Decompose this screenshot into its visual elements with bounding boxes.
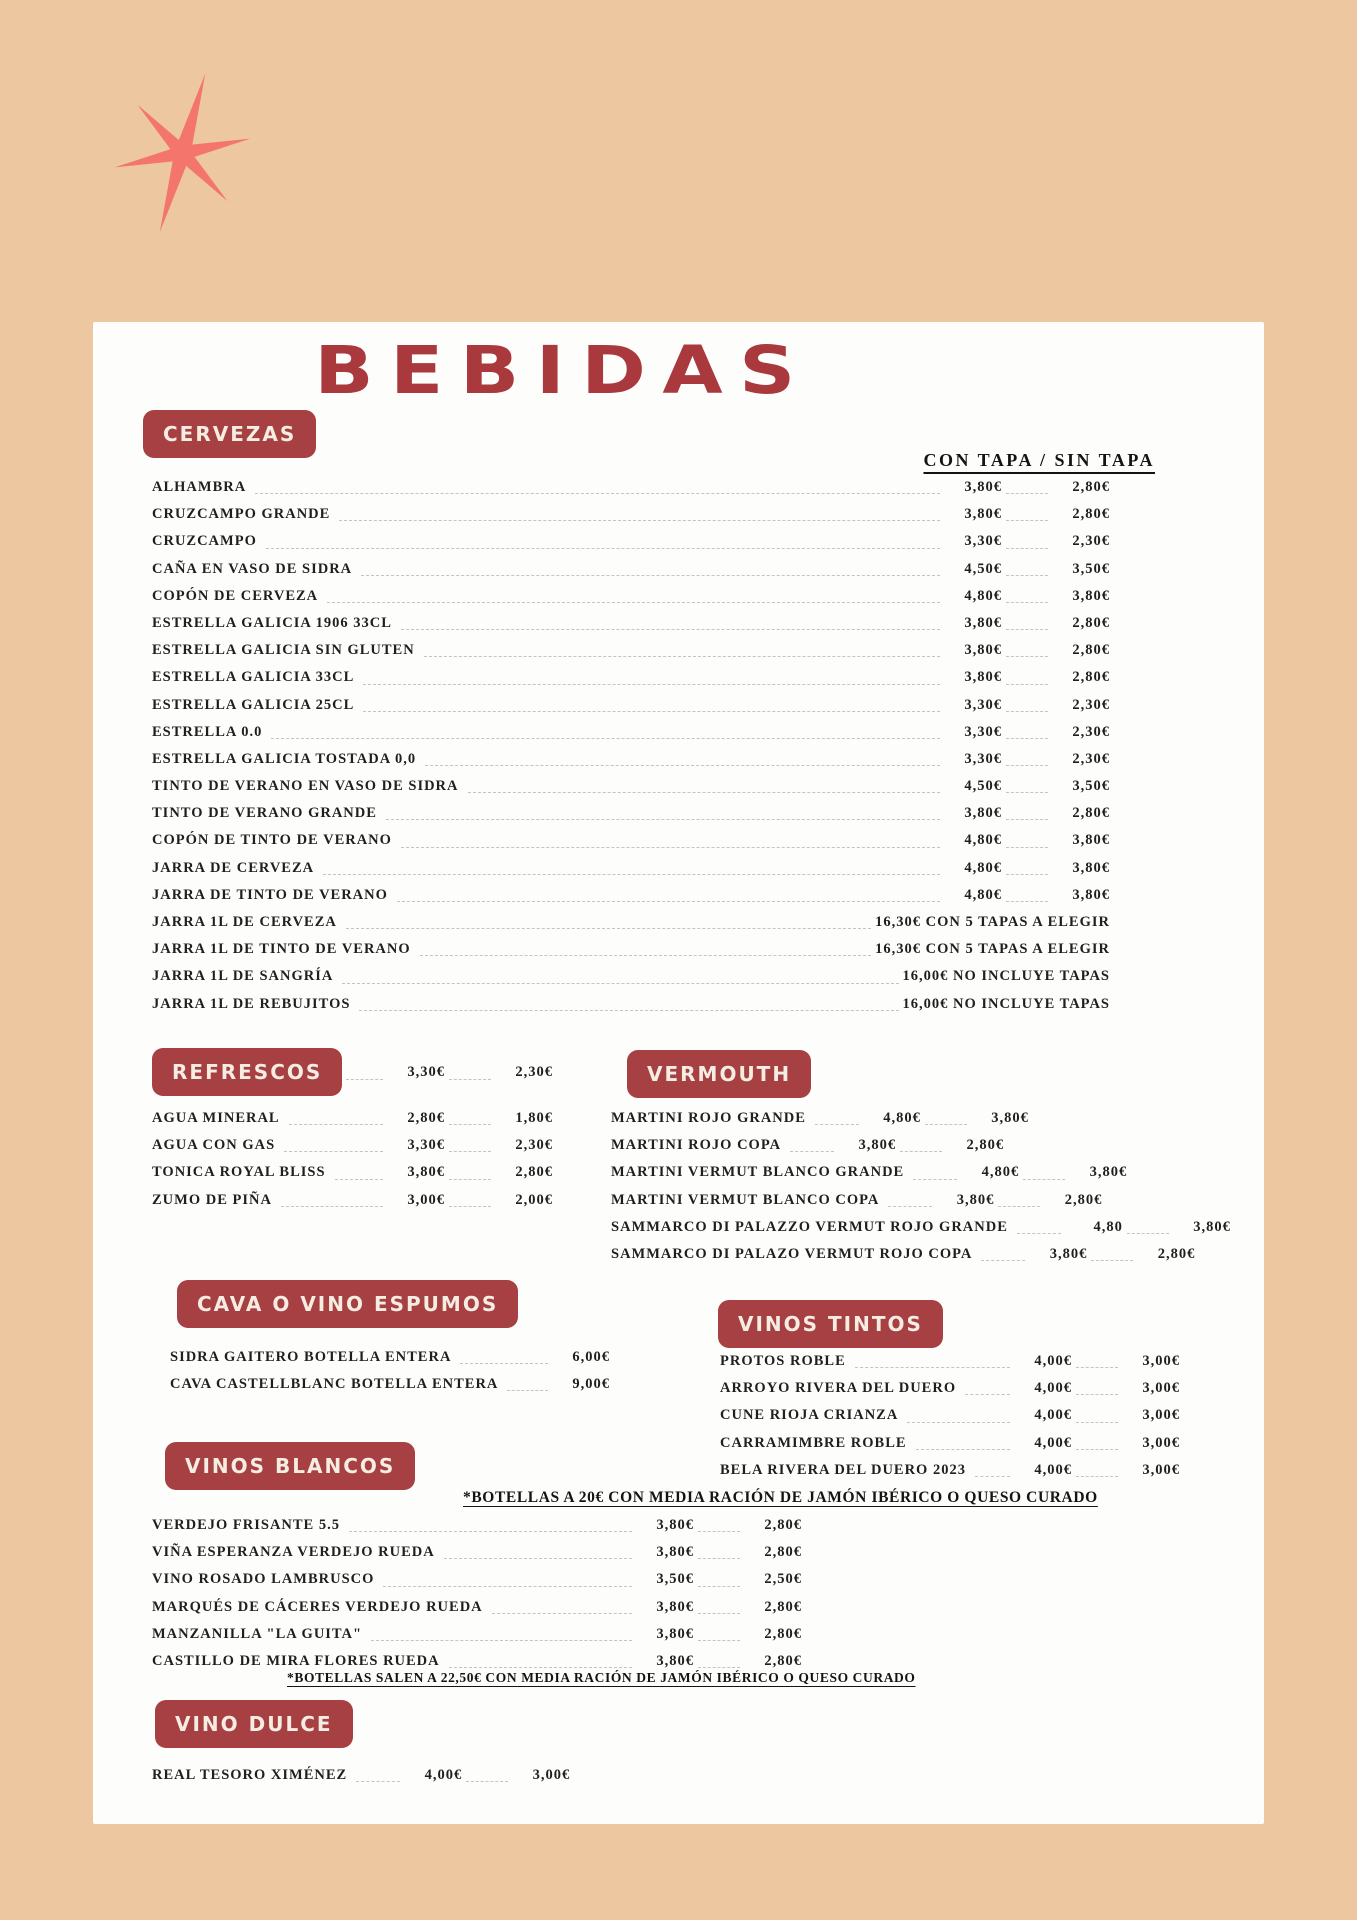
item-price-con-tapa: 3,30€	[964, 750, 1002, 767]
menu-item-row	[611, 1132, 1004, 1159]
item-name: COPÓN DE CERVEZA	[152, 587, 319, 604]
item-price-con-tapa: 4,80€	[883, 1110, 921, 1126]
item-price-con-tapa: 3,80€	[964, 669, 1002, 686]
refrescos-default-price-con-tapa: 3,30€	[407, 1063, 445, 1080]
item-price-sin-tapa: 2,80€	[1157, 1245, 1196, 1262]
menu-item-row	[170, 1344, 610, 1371]
item-name: CRUZCAMPO	[152, 533, 257, 550]
menu-item-row	[152, 1762, 570, 1789]
item-price-con-tapa: 3,30€	[964, 696, 1002, 713]
dotted-leader	[1076, 1394, 1118, 1395]
item-name: JARRA 1L DE CERVEZA	[152, 914, 337, 930]
section-header-vinos-tintos: VINOS TINTOS	[718, 1300, 943, 1348]
menu-item-row	[152, 719, 1110, 746]
item-price-sin-tapa: 2,80€	[1072, 805, 1110, 822]
menu-item-row	[611, 1159, 1127, 1186]
menu-item-row	[152, 1539, 802, 1566]
item-name: ESTRELLA GALICIA TOSTADA 0,0	[152, 750, 417, 767]
section-header-cava: CAVA O VINO ESPUMOS	[177, 1280, 518, 1328]
refrescos-header-row	[152, 1048, 553, 1096]
section-header-refrescos: REFRESCOS	[152, 1048, 342, 1096]
item-name: JARRA DE TINTO DE VERANO	[152, 886, 388, 903]
dotted-leader	[266, 548, 940, 549]
item-price-con-tapa: 3,80€	[964, 506, 1002, 523]
dotted-leader	[468, 792, 940, 793]
dotted-leader	[1006, 792, 1048, 793]
menu-item-row	[152, 556, 1110, 583]
vinos-blancos-footnote: *BOTELLAS SALEN A 22,50€ CON MEDIA RACIÓN DE JAMÓN IBÉRICO O QUESO CURADO	[287, 1670, 916, 1685]
dotted-leader	[356, 1781, 400, 1782]
item-price-con-tapa: 3,50€	[656, 1571, 694, 1588]
item-price-con-tapa: 6,00€	[572, 1349, 610, 1365]
dotted-leader	[855, 1367, 1010, 1368]
dotted-leader	[342, 983, 898, 984]
item-name: ESTRELLA GALICIA SIN GLUTEN	[152, 642, 415, 659]
menu-item-row	[611, 1214, 1231, 1241]
menu-item-row	[152, 827, 1110, 854]
dotted-leader	[698, 1586, 740, 1587]
item-name: JARRA 1L DE SANGRÍA	[152, 968, 334, 985]
dotted-leader	[449, 1667, 632, 1668]
item-price-note: 16,00€ NO INCLUYE TAPAS	[902, 968, 1110, 985]
item-price-sin-tapa: 2,80€	[764, 1652, 802, 1669]
menu-item-row	[152, 991, 1110, 1018]
dotted-leader	[698, 1613, 740, 1614]
dotted-leader	[363, 684, 940, 685]
item-name: PROTOS ROBLE	[720, 1353, 846, 1369]
dotted-leader	[466, 1781, 508, 1782]
menu-item-row	[152, 882, 1110, 909]
dotted-leader	[916, 1449, 1010, 1450]
dotted-leader	[255, 493, 940, 494]
item-price-sin-tapa: 2,30€	[1072, 696, 1110, 713]
item-name: BELA RIVERA DEL DUERO 2023	[720, 1461, 966, 1478]
dotted-leader	[449, 1124, 491, 1125]
item-price-con-tapa: 4,80	[1093, 1218, 1123, 1235]
item-name: MARTINI VERMUT BLANCO COPA	[611, 1191, 880, 1208]
dotted-leader	[1006, 548, 1048, 549]
dotted-leader	[1091, 1260, 1133, 1261]
item-price-con-tapa: 3,80€	[656, 1544, 694, 1561]
menu-item-row	[152, 474, 1110, 501]
item-price-con-tapa: 3,80€	[656, 1517, 694, 1533]
item-price-con-tapa: 3,30€	[964, 533, 1002, 550]
item-name: MARQUÉS DE CÁCERES VERDEJO RUEDA	[152, 1598, 483, 1615]
menu-item-row	[152, 610, 1110, 637]
dotted-leader	[327, 602, 940, 603]
item-price-sin-tapa: 2,80€	[764, 1517, 802, 1533]
dotted-leader	[1006, 765, 1048, 766]
item-price-con-tapa: 4,00€	[1034, 1380, 1072, 1397]
item-price-note: 16,30€ CON 5 TAPAS A ELEGIR	[875, 941, 1110, 958]
item-name: SAMMARCO DI PALAZO VERMUT ROJO COPA	[611, 1245, 973, 1262]
item-name: ZUMO DE PIÑA	[152, 1191, 272, 1208]
dotted-leader	[386, 819, 940, 820]
dotted-leader	[1006, 656, 1048, 657]
item-price-sin-tapa: 2,80€	[966, 1137, 1005, 1154]
item-price-con-tapa: 3,80€	[964, 479, 1002, 495]
menu-item-row	[720, 1375, 1180, 1402]
dotted-leader	[424, 656, 940, 657]
vinos-tintos-list	[720, 1348, 1180, 1484]
page-title: BEBIDAS	[314, 332, 812, 409]
item-name: CRUZCAMPO GRANDE	[152, 506, 331, 523]
item-price-con-tapa: 3,80€	[407, 1164, 445, 1181]
item-price-con-tapa: 4,50€	[964, 560, 1002, 577]
dotted-leader	[1006, 711, 1048, 712]
dotted-leader	[900, 1151, 942, 1152]
item-name: AGUA CON GAS	[152, 1137, 276, 1154]
menu-item-row	[720, 1457, 1180, 1484]
dotted-leader	[449, 1151, 491, 1152]
item-price-sin-tapa: 2,80€	[1072, 506, 1110, 523]
dotted-leader	[420, 955, 871, 956]
item-price-note: 16,30€ CON 5 TAPAS A ELEGIR	[875, 914, 1110, 930]
item-price-sin-tapa: 3,80€	[1072, 587, 1110, 604]
dotted-leader	[1006, 874, 1048, 875]
dotted-leader	[1006, 819, 1048, 820]
menu-item-row	[152, 501, 1110, 528]
menu-item-row	[152, 1512, 802, 1539]
dotted-leader	[323, 874, 940, 875]
item-price-con-tapa: 3,30€	[964, 723, 1002, 740]
item-price-con-tapa: 4,80€	[964, 859, 1002, 876]
dotted-leader	[1006, 520, 1048, 521]
item-name: CASTILLO DE MIRA FLORES RUEDA	[152, 1652, 440, 1669]
item-name: SIDRA GAITERO BOTELLA ENTERA	[170, 1349, 452, 1365]
item-name: ESTRELLA 0.0	[152, 723, 263, 740]
item-price-con-tapa: 3,80€	[858, 1137, 897, 1154]
cervezas-list	[152, 474, 1110, 1018]
item-price-sin-tapa: 2,80€	[1072, 614, 1110, 631]
dotted-leader	[271, 738, 940, 739]
dotted-leader	[698, 1640, 740, 1641]
item-name: VERDEJO FRISANTE 5.5	[152, 1517, 340, 1533]
dotted-leader	[460, 1363, 548, 1364]
item-price-con-tapa: 4,50€	[964, 778, 1002, 795]
menu-item-row	[152, 583, 1110, 610]
item-name: ESTRELLA GALICIA 25CL	[152, 696, 355, 713]
item-name: MANZANILLA "LA GUITA"	[152, 1625, 363, 1642]
item-name: JARRA 1L DE REBUJITOS	[152, 995, 351, 1012]
dotted-leader	[790, 1151, 834, 1152]
dotted-leader	[698, 1558, 740, 1559]
menu-item-row	[720, 1430, 1180, 1457]
item-name: JARRA 1L DE TINTO DE VERANO	[152, 941, 411, 958]
dotted-leader	[449, 1179, 491, 1180]
dotted-leader	[349, 1531, 632, 1532]
dotted-leader	[1006, 847, 1048, 848]
dotted-leader	[913, 1179, 957, 1180]
item-price-sin-tapa: 3,50€	[1072, 560, 1110, 577]
item-price-sin-tapa: 3,50€	[1072, 778, 1110, 795]
item-price-con-tapa: 4,80€	[981, 1164, 1020, 1181]
item-price-note: 16,00€ NO INCLUYE TAPAS	[902, 995, 1110, 1012]
item-price-sin-tapa: 1,80€	[515, 1110, 553, 1126]
dotted-leader	[339, 520, 940, 521]
vinos-tintos-footnote: *BOTELLAS A 20€ CON MEDIA RACIÓN DE JAMÓN IBÉRICO O QUESO CURADO	[463, 1489, 1098, 1506]
menu-item-row	[152, 773, 1110, 800]
item-price-sin-tapa: 3,00€	[1142, 1353, 1180, 1369]
item-price-con-tapa: 4,00€	[1034, 1353, 1072, 1369]
section-header-vinos-blancos: VINOS BLANCOS	[165, 1442, 415, 1490]
dotted-leader	[698, 1531, 740, 1532]
price-column-header: CON TAPA / SIN TAPA	[923, 450, 1155, 470]
cava-list	[170, 1344, 610, 1398]
item-price-sin-tapa: 2,80€	[764, 1544, 802, 1561]
dotted-leader	[1006, 493, 1048, 494]
item-name: REAL TESORO XIMÉNEZ	[152, 1767, 348, 1783]
dotted-leader	[449, 1206, 491, 1207]
menu-item-row	[152, 664, 1110, 691]
section-header-vermouth: VERMOUTH	[627, 1050, 811, 1098]
menu-item-row	[170, 1371, 610, 1398]
dotted-leader	[1076, 1367, 1118, 1368]
item-price-sin-tapa: 2,50€	[764, 1571, 802, 1588]
item-price-con-tapa: 4,80€	[964, 886, 1002, 903]
item-price-con-tapa: 3,80€	[964, 642, 1002, 659]
item-price-sin-tapa: 2,30€	[515, 1137, 553, 1154]
menu-item-row	[152, 963, 1110, 990]
dotted-leader	[1006, 602, 1048, 603]
dotted-leader	[815, 1124, 859, 1125]
item-price-sin-tapa: 3,00€	[1142, 1461, 1180, 1478]
item-price-sin-tapa: 2,80€	[1072, 669, 1110, 686]
menu-item-row	[152, 936, 1110, 963]
dotted-leader	[1006, 684, 1048, 685]
dotted-leader	[371, 1640, 632, 1641]
item-price-sin-tapa: 2,80€	[1072, 642, 1110, 659]
item-name: CAVA CASTELLBLANC BOTELLA ENTERA	[170, 1376, 499, 1393]
item-name: MARTINI ROJO GRANDE	[611, 1110, 806, 1126]
item-name: ALHAMBRA	[152, 479, 247, 495]
dotted-leader	[1076, 1476, 1118, 1477]
item-price-sin-tapa: 3,00€	[1142, 1380, 1180, 1397]
menu-item-row	[152, 1187, 553, 1214]
item-price-sin-tapa: 3,00€	[1142, 1434, 1180, 1451]
item-price-sin-tapa: 3,00€	[1142, 1407, 1180, 1424]
dotted-leader	[1017, 1233, 1061, 1234]
dotted-leader	[1127, 1233, 1169, 1234]
menu-item-row	[152, 800, 1110, 827]
item-price-con-tapa: 3,80€	[956, 1191, 995, 1208]
dotted-leader	[444, 1558, 632, 1559]
menu-item-row	[152, 909, 1110, 936]
dotted-leader	[425, 765, 940, 766]
item-price-sin-tapa: 2,80€	[1064, 1191, 1103, 1208]
item-price-con-tapa: 3,80€	[656, 1598, 694, 1615]
dotted-leader	[383, 1586, 632, 1587]
sparkle-star-icon	[100, 68, 265, 238]
menu-item-row	[152, 855, 1110, 882]
dotted-leader	[289, 1124, 383, 1125]
item-price-con-tapa: 3,00€	[407, 1191, 445, 1208]
item-name: CARRAMIMBRE ROBLE	[720, 1434, 907, 1451]
item-price-con-tapa: 3,80€	[964, 614, 1002, 631]
item-price-sin-tapa: 2,30€	[1072, 533, 1110, 550]
dotted-leader	[492, 1613, 632, 1614]
menu-item-row	[152, 746, 1110, 773]
item-price-con-tapa: 3,80€	[1049, 1245, 1088, 1262]
dotted-leader	[281, 1206, 383, 1207]
item-name: TONICA ROYAL BLISS	[152, 1164, 326, 1181]
item-price-con-tapa: 3,80€	[656, 1652, 694, 1669]
menu-item-row	[720, 1402, 1180, 1429]
dotted-leader	[698, 1667, 740, 1668]
item-price-con-tapa: 4,80€	[964, 587, 1002, 604]
item-price-con-tapa: 9,00€	[572, 1376, 610, 1393]
item-price-sin-tapa: 2,80€	[764, 1598, 802, 1615]
section-header-vino-dulce: VINO DULCE	[155, 1700, 353, 1748]
item-price-con-tapa: 3,80€	[656, 1625, 694, 1642]
dotted-leader	[363, 711, 940, 712]
item-price-con-tapa: 4,00€	[1034, 1407, 1072, 1424]
dotted-leader	[346, 928, 871, 929]
dotted-leader	[925, 1124, 967, 1125]
item-name: VINO ROSADO LAMBRUSCO	[152, 1571, 375, 1588]
dotted-leader	[1023, 1179, 1065, 1180]
dotted-leader	[1006, 629, 1048, 630]
item-name: TINTO DE VERANO EN VASO DE SIDRA	[152, 778, 459, 795]
item-name: CUNE RIOJA CRIANZA	[720, 1407, 899, 1424]
item-price-sin-tapa: 2,30€	[1072, 723, 1110, 740]
menu-item-row	[611, 1187, 1102, 1214]
menu-item-row	[611, 1241, 1195, 1268]
item-name: ESTRELLA GALICIA 33CL	[152, 669, 355, 686]
item-price-con-tapa: 4,00€	[424, 1767, 463, 1783]
dotted-leader	[1006, 901, 1048, 902]
menu-item-row	[152, 692, 1110, 719]
item-price-sin-tapa: 2,80€	[515, 1164, 553, 1181]
menu-item-row	[152, 637, 1110, 664]
menu-item-row	[152, 1132, 553, 1159]
item-name: ESTRELLA GALICIA 1906 33CL	[152, 614, 392, 631]
dotted-leader	[397, 901, 940, 902]
item-price-sin-tapa: 3,80€	[991, 1110, 1029, 1126]
menu-card	[93, 322, 1264, 1824]
item-name: ARROYO RIVERA DEL DUERO	[720, 1380, 957, 1397]
menu-item-row	[611, 1105, 1029, 1132]
item-price-con-tapa: 4,80€	[964, 832, 1002, 849]
menu-item-row	[152, 1105, 553, 1132]
item-price-sin-tapa: 2,00€	[515, 1191, 553, 1208]
dotted-leader	[1006, 738, 1048, 739]
item-name: AGUA MINERAL	[152, 1110, 280, 1126]
item-price-con-tapa: 4,00€	[1034, 1434, 1072, 1451]
vino-dulce-list	[152, 1762, 570, 1789]
dotted-leader	[907, 1422, 1010, 1423]
menu-item-row	[152, 1594, 802, 1621]
dotted-leader	[346, 1079, 383, 1080]
item-price-sin-tapa: 2,80€	[1072, 479, 1110, 495]
item-price-con-tapa: 2,80€	[407, 1110, 445, 1126]
item-price-con-tapa: 4,00€	[1034, 1461, 1072, 1478]
menu-item-row	[152, 1621, 802, 1648]
item-price-sin-tapa: 3,80€	[1072, 886, 1110, 903]
section-header-cervezas: CERVEZAS	[143, 410, 316, 458]
dotted-leader	[361, 575, 940, 576]
item-price-sin-tapa: 3,80€	[1089, 1164, 1128, 1181]
dotted-leader	[1076, 1422, 1118, 1423]
dotted-leader	[998, 1206, 1040, 1207]
dotted-leader	[284, 1151, 383, 1152]
vinos-blancos-list	[152, 1512, 802, 1675]
item-price-sin-tapa: 2,80€	[764, 1625, 802, 1642]
dotted-leader	[965, 1394, 1010, 1395]
refrescos-default-price-sin-tapa: 2,30€	[515, 1063, 553, 1080]
item-name: COPÓN DE TINTO DE VERANO	[152, 832, 392, 849]
item-name: JARRA DE CERVEZA	[152, 859, 315, 876]
dotted-leader	[507, 1390, 548, 1391]
item-name: MARTINI ROJO COPA	[611, 1137, 782, 1154]
item-price-sin-tapa: 2,30€	[1072, 750, 1110, 767]
dotted-leader	[888, 1206, 932, 1207]
item-price-sin-tapa: 3,80€	[1193, 1218, 1231, 1235]
dotted-leader	[335, 1179, 383, 1180]
dotted-leader	[1076, 1449, 1118, 1450]
menu-item-row	[152, 1159, 553, 1186]
item-name: VIÑA ESPERANZA VERDEJO RUEDA	[152, 1544, 435, 1561]
dotted-leader	[359, 1010, 898, 1011]
item-price-sin-tapa: 3,80€	[1072, 859, 1110, 876]
item-name: TINTO DE VERANO GRANDE	[152, 805, 377, 822]
item-price-con-tapa: 3,80€	[964, 805, 1002, 822]
menu-item-row	[152, 528, 1110, 555]
item-price-con-tapa: 3,30€	[407, 1137, 445, 1154]
item-price-sin-tapa: 3,00€	[532, 1767, 571, 1783]
item-name: CAÑA EN VASO DE SIDRA	[152, 560, 353, 577]
item-price-sin-tapa: 3,80€	[1072, 832, 1110, 849]
item-name: SAMMARCO DI PALAZZO VERMUT ROJO GRANDE	[611, 1218, 1008, 1235]
dotted-leader	[981, 1260, 1025, 1261]
dotted-leader	[401, 629, 940, 630]
menu-item-row	[720, 1348, 1180, 1375]
item-name: MARTINI VERMUT BLANCO GRANDE	[611, 1164, 905, 1181]
menu-item-row	[152, 1566, 802, 1593]
dotted-leader	[401, 847, 940, 848]
dotted-leader	[1006, 575, 1048, 576]
refrescos-list	[152, 1105, 553, 1214]
dotted-leader	[975, 1476, 1010, 1477]
dotted-leader	[449, 1079, 491, 1080]
vermouth-list	[611, 1105, 1231, 1268]
